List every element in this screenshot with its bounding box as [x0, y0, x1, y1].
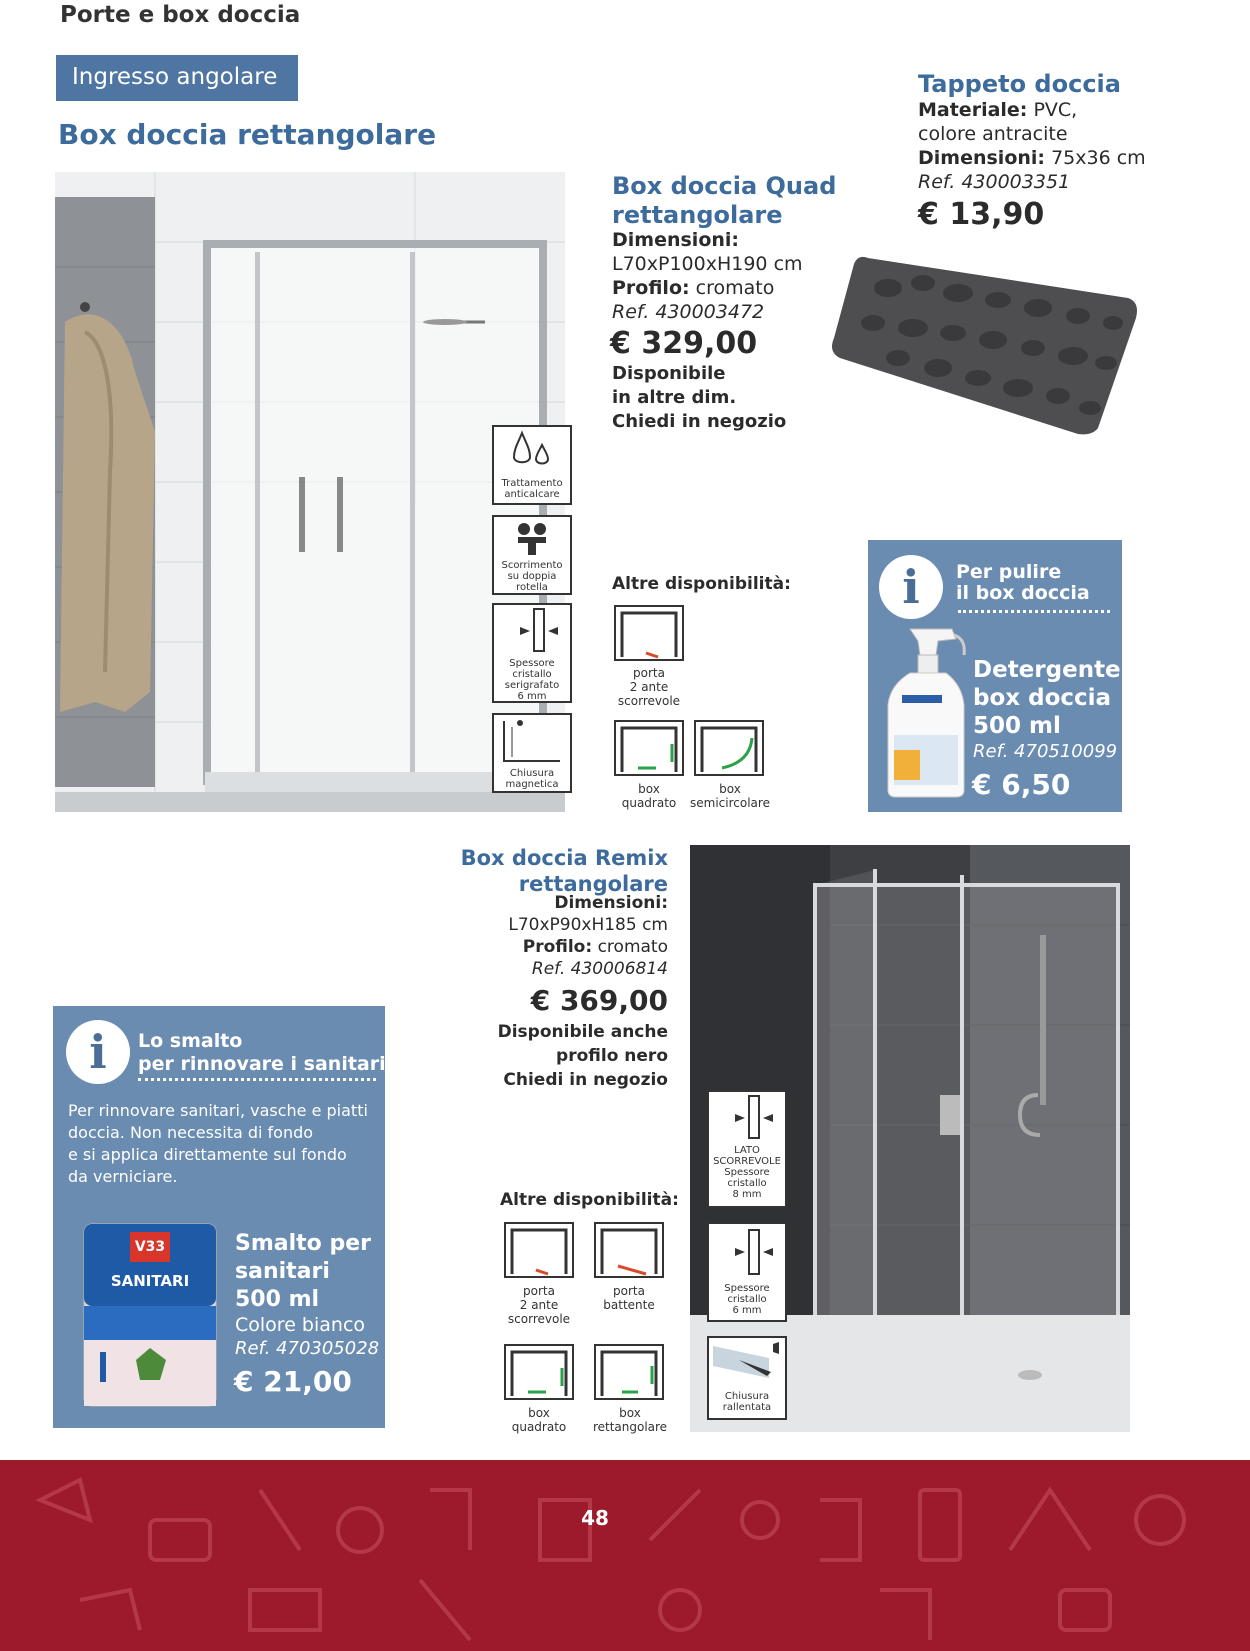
remix-other-title: Altre disponibilità:: [500, 1190, 679, 1210]
glass-thickness-icon: [709, 1224, 785, 1280]
remix-avail-line: Disponibile anche: [497, 1022, 668, 1042]
enamel-description: [68, 1100, 368, 1188]
enamel-name-line: 500 ml: [235, 1287, 320, 1312]
quad-avail-line: Chiedi in negozio: [612, 411, 787, 432]
feature-label: cristallo: [512, 669, 552, 680]
feature-label: LATO: [734, 1145, 760, 1156]
cleaner-bottle-photo: [880, 625, 970, 800]
feature-anticalcare: [492, 425, 572, 505]
remix-ref: Ref. 430006814: [531, 959, 668, 979]
feature-label: cristallo: [727, 1178, 767, 1189]
category-tag-label: Ingresso angolare: [72, 64, 278, 90]
enamel-title-line: per rinnovare i sanitari: [138, 1053, 386, 1075]
feature-label: Spessore: [509, 658, 555, 669]
quad-config-square: [614, 720, 684, 776]
feature-label: su doppia: [507, 571, 557, 582]
enamel-can-logo: V33: [130, 1232, 170, 1262]
mat-ref: Ref. 430003351: [918, 171, 1071, 193]
remix-dim-value: L70xP90xH185 cm: [508, 915, 668, 935]
cleaning-divider: [958, 610, 1110, 613]
config-label: porta: [633, 666, 665, 680]
feature-label: 8 mm: [732, 1189, 762, 1200]
quad-config-sliding: [614, 605, 684, 661]
remix-dim-label: Dimensioni:: [554, 893, 668, 913]
mat-material-value: PVC,: [1033, 99, 1078, 121]
remix-config-hinged: [594, 1222, 664, 1278]
cleaner-ref: Ref. 470510099: [973, 741, 1118, 762]
quad-shower-photo: [55, 172, 565, 812]
mat-photo: [828, 238, 1140, 438]
tools-pattern-icon: [0, 1460, 1250, 1651]
magnetic-closure-icon: [494, 715, 570, 765]
enamel-product-name: [235, 1230, 371, 1314]
feature-label: Chiusura: [509, 768, 555, 779]
mat-material-label: Materiale:: [918, 99, 1028, 121]
config-label: scorrevole: [507, 1312, 571, 1326]
quad-dim-label: Dimensioni:: [612, 229, 740, 251]
quad-config-sliding-label: [606, 666, 692, 708]
feature-label: rotella: [516, 582, 548, 593]
feature-label: Scorrimento: [501, 560, 563, 571]
quad-name-line: rettangolare: [612, 201, 783, 229]
feature-magnetic-closure: [492, 713, 572, 793]
cleaner-name-line: 500 ml: [973, 713, 1061, 739]
remix-name-line: Box doccia Remix: [460, 846, 668, 870]
square-box-icon: [506, 1346, 572, 1398]
square-box-icon: [616, 722, 682, 774]
info-icon: i: [66, 1020, 130, 1084]
remix-config-square-label: [496, 1406, 582, 1434]
feature-double-roller: [492, 515, 572, 595]
remix-config-rectangular: [594, 1344, 664, 1400]
cleaner-name: [973, 656, 1121, 740]
config-label: 2 ante: [519, 1298, 559, 1312]
quad-profile-label: Profilo:: [612, 277, 690, 299]
config-label: box: [638, 782, 660, 796]
config-label: 2 ante: [629, 680, 669, 694]
feature-glass-6mm: [707, 1222, 787, 1322]
quad-profile-value: cromato: [695, 277, 775, 299]
config-label: box: [619, 1406, 641, 1420]
sliding-door-icon: [506, 1224, 572, 1276]
remix-avail-line: profilo nero: [556, 1046, 668, 1066]
feature-soft-close: [707, 1336, 787, 1420]
feature-label: Spessore: [724, 1283, 770, 1294]
sliding-door-icon: [616, 607, 682, 659]
mat-price: € 13,90: [918, 197, 1045, 232]
enamel-color: Colore bianco: [235, 1314, 366, 1336]
feature-label: rallentata: [722, 1402, 772, 1413]
feature-label: SCORREVOLE: [713, 1156, 781, 1167]
roller-icon: [494, 517, 570, 557]
feature-label: anticalcare: [504, 489, 560, 500]
feature-label: serigrafato: [504, 680, 560, 691]
quad-config-semicircular-label: [684, 782, 776, 810]
cleaning-title-line: Per pulire: [956, 561, 1062, 583]
remix-config-rectangular-label: [584, 1406, 676, 1434]
enamel-name-line: Smalto per: [235, 1231, 371, 1256]
remix-profile-value: cromato: [597, 937, 668, 957]
quad-availability: [612, 362, 786, 434]
enamel-can-brand: SANITARI: [110, 1272, 190, 1290]
quad-other-title: Altre disponibilità:: [612, 574, 791, 594]
mat-dim-label: Dimensioni:: [918, 147, 1046, 169]
feature-glass-thickness: [492, 603, 572, 703]
mat-name: Tappeto doccia: [918, 70, 1121, 98]
feature-label: magnetica: [505, 779, 559, 790]
info-icon: i: [879, 555, 943, 619]
glass-thickness-icon: [494, 605, 570, 655]
enamel-desc-line: da verniciare.: [68, 1167, 178, 1186]
water-drop-icon: [494, 427, 570, 471]
glass-thickness-icon: [709, 1092, 785, 1142]
config-label: rettangolare: [592, 1420, 668, 1434]
page-number: 48: [581, 1506, 609, 1530]
feature-sliding-side: [707, 1090, 787, 1208]
config-label: quadrato: [511, 1420, 567, 1434]
feature-label: Spessore: [724, 1167, 770, 1178]
remix-config-square: [504, 1344, 574, 1400]
cleaner-name-line: box doccia: [973, 685, 1112, 711]
remix-profile-label: Profilo:: [522, 937, 593, 957]
mat-dim-value: 75x36 cm: [1051, 147, 1146, 169]
enamel-desc-line: Per rinnovare sanitari, vasche e piatti: [68, 1101, 368, 1120]
footer-band: [0, 1460, 1250, 1651]
semicircular-box-icon: [696, 722, 762, 774]
enamel-price: € 21,00: [234, 1365, 352, 1398]
mat-specs: [918, 98, 1146, 194]
rectangular-box-icon: [596, 1346, 662, 1398]
remix-name-line: rettangolare: [518, 872, 668, 896]
soft-close-icon: [709, 1338, 785, 1388]
remix-price: € 369,00: [530, 984, 668, 1017]
quad-specs: [612, 228, 803, 324]
hinged-door-icon: [596, 1224, 662, 1276]
cleaning-title-line: il box doccia: [956, 582, 1090, 604]
remix-config-hinged-label: [586, 1284, 672, 1312]
enamel-info-title: [138, 1030, 386, 1076]
enamel-desc-line: e si applica direttamente sul fondo: [68, 1145, 347, 1164]
remix-config-sliding-label: [496, 1284, 582, 1326]
config-label: scorrevole: [617, 694, 681, 708]
quad-name: [612, 172, 836, 230]
mat-color: colore antracite: [918, 123, 1068, 145]
remix-name: [440, 845, 668, 897]
enamel-title-line: Lo smalto: [138, 1030, 243, 1052]
feature-label: 6 mm: [732, 1305, 762, 1316]
enamel-divider: [138, 1078, 376, 1081]
config-label: semicircolare: [690, 796, 770, 810]
config-label: porta: [523, 1284, 555, 1298]
config-label: battente: [603, 1298, 655, 1312]
feature-label: Chiusura: [724, 1391, 770, 1402]
config-label: porta: [613, 1284, 645, 1298]
quad-config-semicircular: [694, 720, 764, 776]
config-label: box: [528, 1406, 550, 1420]
remix-config-sliding: [504, 1222, 574, 1278]
quad-config-square-label: [606, 782, 692, 810]
remix-availability: [440, 1020, 668, 1092]
feature-label: Trattamento: [501, 478, 563, 489]
enamel-ref: Ref. 470305028: [235, 1338, 380, 1359]
enamel-desc-line: doccia. Non necessita di fondo: [68, 1123, 314, 1142]
remix-specs: [440, 892, 668, 980]
remix-avail-line: Chiedi in negozio: [503, 1070, 668, 1090]
section-title: Porte e box doccia: [60, 2, 301, 28]
quad-price: € 329,00: [610, 326, 758, 361]
config-label: quadrato: [621, 796, 677, 810]
quad-avail-line: Disponibile: [612, 363, 726, 384]
quad-dim-value: L70xP100xH190 cm: [612, 253, 803, 275]
cleaner-name-line: Detergente: [973, 657, 1121, 683]
feature-label: cristallo: [727, 1294, 767, 1305]
enamel-name-line: sanitari: [235, 1259, 330, 1284]
cleaner-price: € 6,50: [972, 768, 1071, 801]
quad-avail-line: in altre dim.: [612, 387, 737, 408]
feature-label: 6 mm: [517, 691, 547, 702]
config-label: box: [719, 782, 741, 796]
quad-name-line: Box doccia Quad: [612, 172, 837, 200]
quad-ref: Ref. 430003472: [612, 301, 765, 323]
cleaning-info-title: [956, 562, 1090, 604]
page-heading: Box doccia rettangolare: [58, 118, 437, 151]
